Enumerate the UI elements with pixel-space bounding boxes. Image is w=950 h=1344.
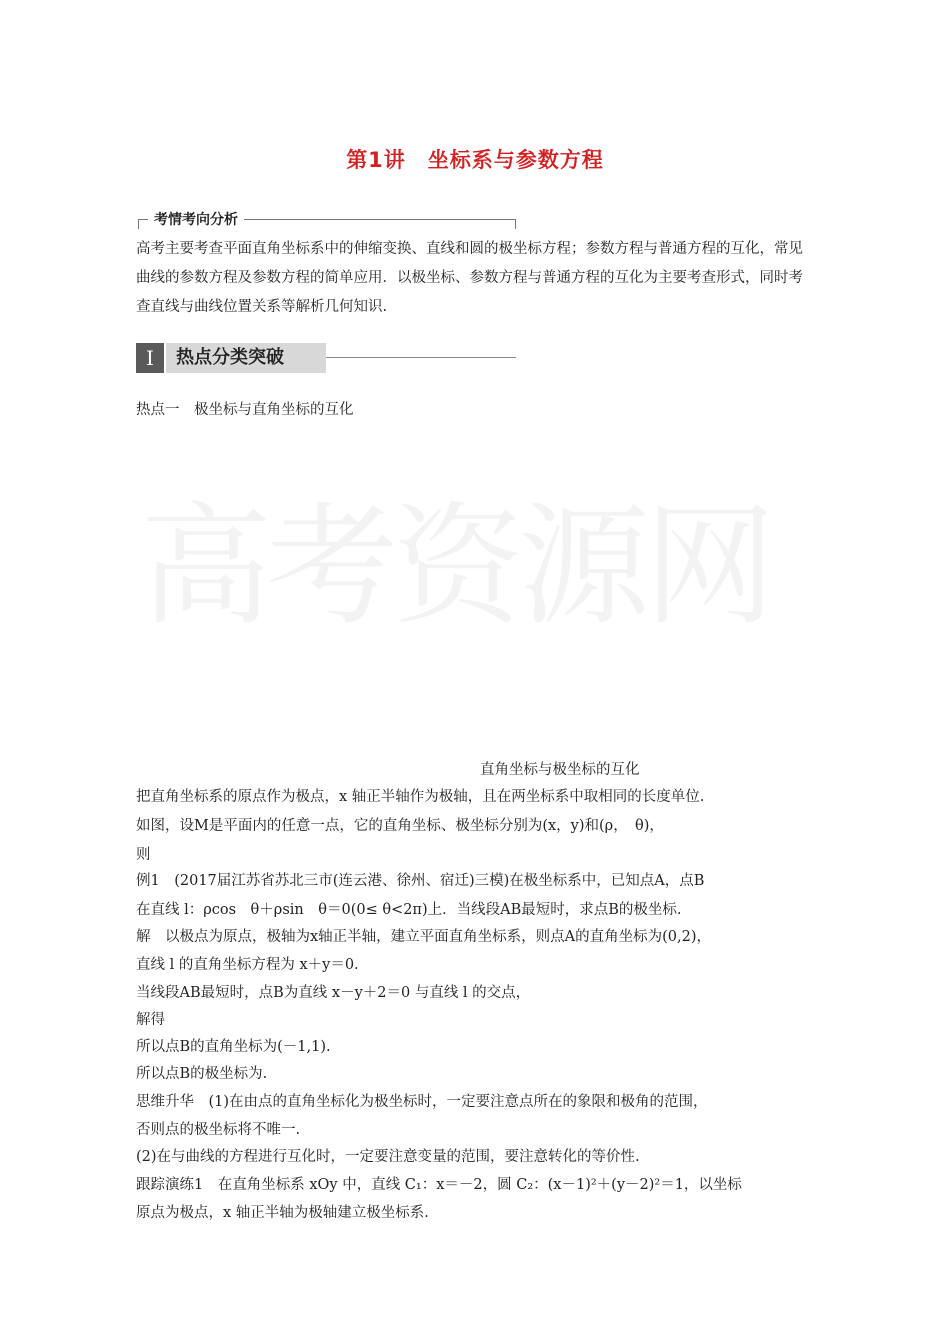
- solution-line: 解得: [136, 1012, 165, 1028]
- summary-line: 思维升华 (1)在由点的直角坐标化为极坐标时，一定要注意点所在的象限和极角的范围，: [136, 1094, 708, 1110]
- solution-line: 所以点B的极坐标为.: [136, 1066, 268, 1082]
- exercise-line: 原点为极点，x 轴正半轴为极轴建立极坐标系.: [136, 1205, 429, 1221]
- section-header: [136, 343, 516, 373]
- section-title: 热点分类突破: [166, 343, 326, 373]
- subheading: 直角坐标与极坐标的互化: [480, 762, 640, 778]
- analysis-box-header: [138, 211, 516, 229]
- watermark-logo: 高考资源网: [140, 490, 770, 644]
- summary-line: (2)在与曲线的方程进行互化时，一定要注意变量的范围，要注意转化的等价性.: [136, 1149, 640, 1165]
- text-line: 如图，设M是平面内的任意一点，它的直角坐标、极坐标分别为(x，y)和(ρ， θ)，: [136, 818, 664, 834]
- solution-line: 直线 l 的直角坐标方程为 x＋y＝0.: [136, 957, 359, 973]
- exercise-line: 跟踪演练1 在直角坐标系 xOy 中，直线 C₁：x＝－2，圆 C₂：(x－1)²＋(y－2)²＝1，以坐标: [136, 1177, 742, 1193]
- example-line: 例1 (2017届江苏省苏北三市(连云港、徐州、宿迁)三模)在极坐标系中，已知点A，点B: [136, 873, 705, 889]
- hotspot-heading: 热点一 极坐标与直角坐标的互化: [136, 402, 354, 418]
- section-rule: [326, 357, 516, 358]
- analysis-text: 高考主要考查平面直角坐标系中的伸缩变换、直线和圆的极坐标方程；参数方程与普通方程的互化，常见曲线的参数方程及参数方程的简单应用．以极坐标、参数方程与普通方程的互化为主要考查形式，同时考查直线与曲线位置关系等解析几何知识.: [136, 241, 803, 315]
- text-line: 把直角坐标系的原点作为极点，x 轴正半轴作为极轴，且在两坐标系中取相同的长度单位.: [136, 789, 705, 805]
- solution-line: 解 以极点为原点，极轴为x轴正半轴，建立平面直角坐标系，则点A的直角坐标为(0,2)，: [136, 929, 712, 945]
- box-tick-right: [515, 219, 516, 229]
- solution-line: 所以点B的直角坐标为(－1,1).: [136, 1039, 331, 1055]
- text-line: 则: [136, 847, 151, 863]
- summary-line: 否则点的极坐标将不唯一.: [136, 1122, 301, 1138]
- section-number: Ⅰ: [136, 343, 164, 373]
- analysis-heading: 考情考向分析: [148, 209, 244, 229]
- box-tick-left: [138, 219, 139, 229]
- solution-line: 当线段AB最短时，点B为直线 x－y＋2＝0 与直线 l 的交点，: [136, 985, 531, 1001]
- page-title: 第1讲 坐标系与参数方程: [346, 148, 604, 172]
- example-line: 在直线 l：ρcos θ＋ρsin θ＝0(0≤ θ<2π)上．当线段AB最短时，求点B的极坐标.: [136, 902, 682, 918]
